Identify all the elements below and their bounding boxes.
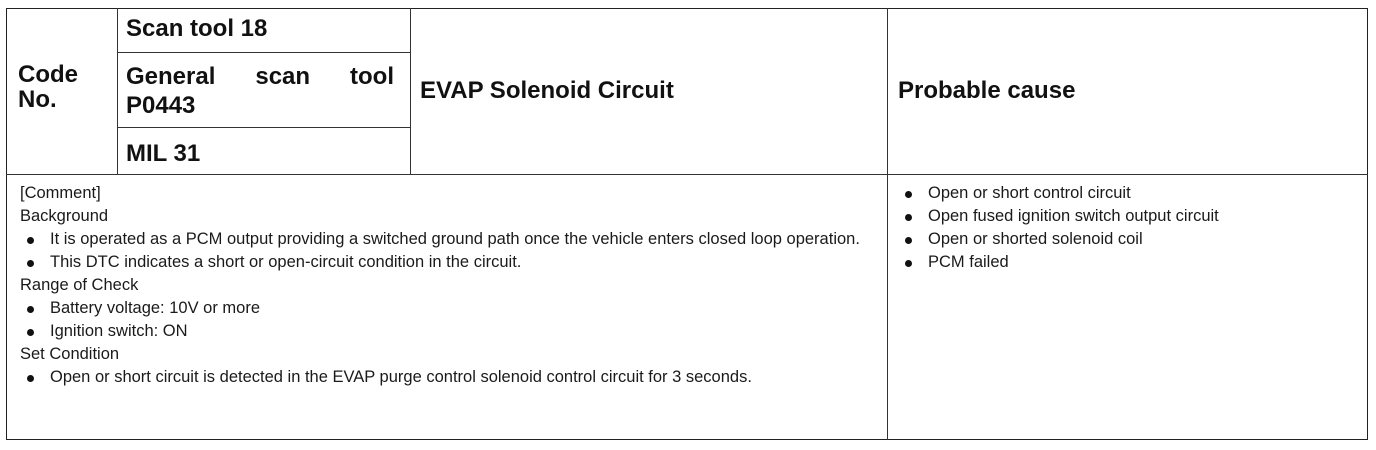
cause-item-text: PCM failed: [928, 253, 1009, 271]
list-item: [20, 366, 872, 389]
scan-tool-code: Scan tool 18: [126, 15, 268, 42]
list-item: [20, 297, 872, 320]
divider-scan18: [117, 52, 411, 53]
code-no-label: Code No.: [18, 61, 78, 113]
range-heading: Range of Check: [20, 276, 139, 294]
bullet-icon: [27, 260, 34, 267]
bullet-icon: [905, 237, 912, 244]
list-item: [20, 320, 872, 343]
set-condition-item-text: Open or short circuit is detected in the EVAP purge control solenoid control circuit for 3 seconds.: [50, 368, 752, 386]
divider-code-col: [117, 8, 118, 175]
bullet-icon: [27, 237, 34, 244]
cause-item-text: Open fused ignition switch output circuit: [928, 207, 1219, 225]
list-item: [20, 228, 872, 251]
bullet-icon: [27, 329, 34, 336]
set-condition-heading: Set Condition: [20, 345, 120, 363]
cause-item-text: Open or shorted solenoid coil: [928, 230, 1143, 248]
probable-cause-section: [898, 182, 1348, 274]
divider-header: [6, 174, 1368, 175]
comment-section: [20, 182, 872, 389]
list-item: [898, 205, 1348, 228]
list-item: [898, 182, 1348, 205]
general-scan-tool-code: P0443: [126, 92, 196, 119]
mil-code: MIL 31: [126, 140, 201, 167]
dtc-title: EVAP Solenoid Circuit: [420, 77, 674, 104]
comment-heading: [Comment]: [20, 184, 101, 202]
bullet-icon: [27, 306, 34, 313]
bullet-icon: [905, 214, 912, 221]
divider-cause-col: [887, 8, 888, 440]
divider-general: [117, 127, 411, 128]
list-item: [898, 228, 1348, 251]
cause-item-text: Open or short control circuit: [928, 184, 1131, 202]
general-scan-tool-label: General scan tool: [126, 63, 394, 90]
list-item: [898, 251, 1348, 274]
background-item-text: This DTC indicates a short or open-circuit condition in the circuit.: [50, 253, 522, 271]
bullet-icon: [27, 375, 34, 382]
background-item-text: It is operated as a PCM output providing a switched ground path once the vehicle enters closed loop operation.: [50, 230, 860, 248]
list-item: [20, 251, 872, 274]
background-heading: Background: [20, 207, 109, 225]
bullet-icon: [905, 191, 912, 198]
range-item-text: Ignition switch: ON: [50, 322, 188, 340]
range-item-text: Battery voltage: 10V or more: [50, 299, 261, 317]
bullet-icon: [905, 260, 912, 267]
probable-cause-title: Probable cause: [898, 77, 1076, 104]
divider-scan-col: [410, 8, 411, 175]
